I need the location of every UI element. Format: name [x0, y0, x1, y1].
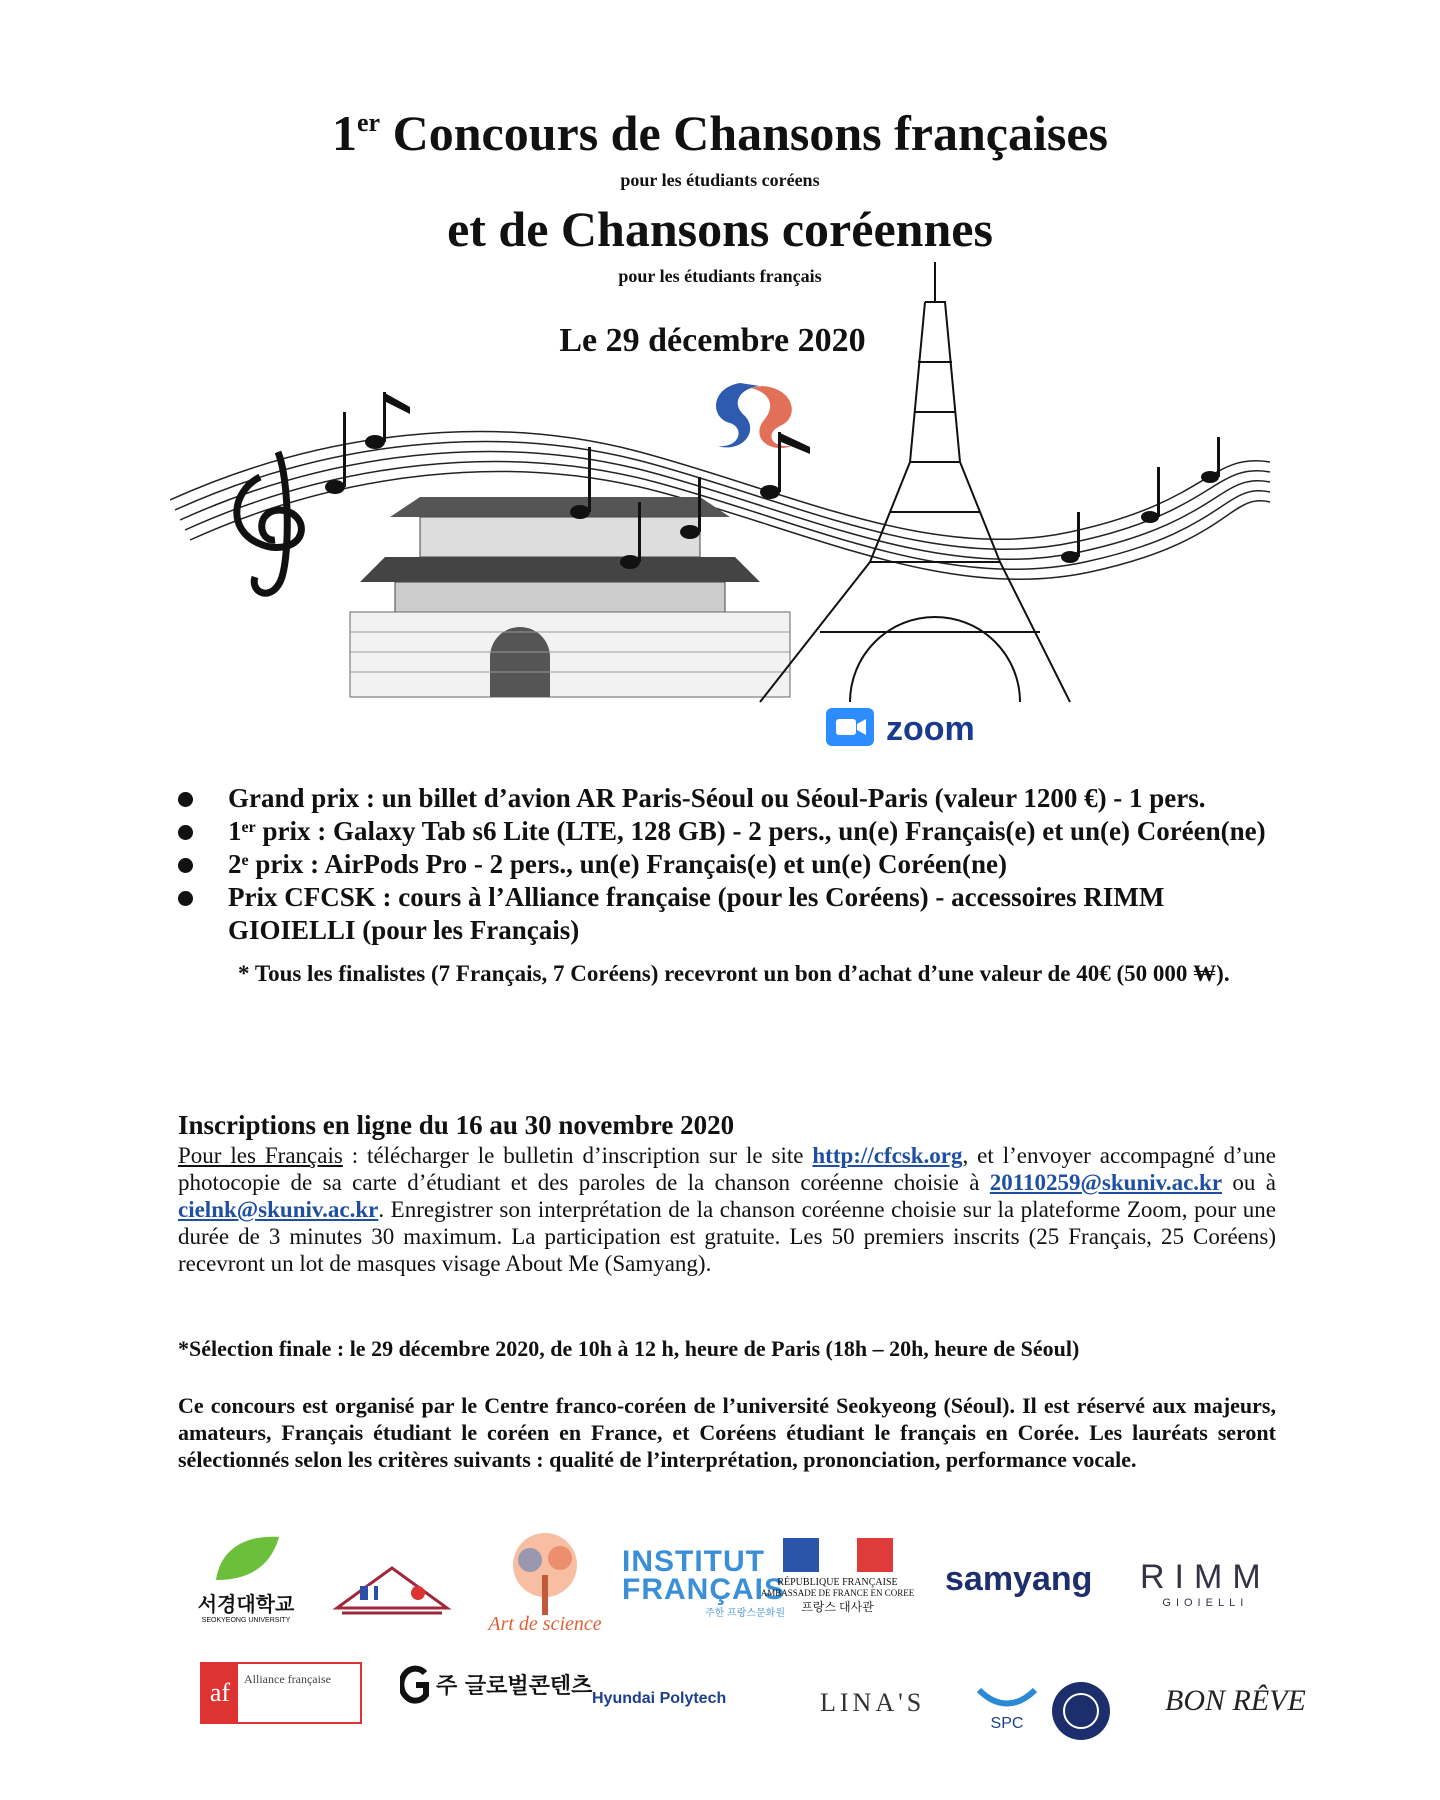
subtitle-line2: pour les étudiants français — [618, 266, 822, 286]
list-item: Prix CFCSK : cours à l’Alliance française (pour les Coréens) - accessoires RIMM GIOIELLI (pour les Français) — [178, 881, 1278, 947]
inscriptions-lead: Pour les Français — [178, 1143, 343, 1168]
franco-korean-centre-logo — [332, 1558, 452, 1633]
list-item: 1er prix : Galaxy Tab s6 Lite (LTE, 128 GB) - 2 pers., un(e) Français(e) et un(e) Coréen(ne) — [178, 815, 1278, 848]
inscriptions-body: Pour les Français : télécharger le bulletin d’inscription sur le site http://cfcsk.org, et l’envoyer accompagné d’une photocopie de sa carte d’étudiant et des paroles de la chanson coréenne choisie à 20110259@skuniv.ac.kr ou à cielnk@skuniv.ac.kr. Enregistrer son interprétation de la chanson coréenne choisie sur la plateforme Zoom, pour une durée de 3 minutes 30 maximum. La participation est gratuite. Les 50 premiers inscrits (25 Français, 25 Coréens) recevront un lot de masques visage About Me (Samyang). — [178, 1143, 1277, 1276]
paris-baguette-icon — [1050, 1680, 1112, 1742]
palace-gate-icon — [350, 497, 790, 697]
list-item: 2e prix : AirPods Pro - 2 pers., un(e) Français(e) et un(e) Coréen(ne) — [178, 848, 1278, 881]
zoom-logo — [826, 706, 1176, 753]
treble-clef-icon — [237, 452, 302, 593]
linas-logo: LINA'S — [820, 1688, 926, 1717]
finalists-note: * Tous les finalistes (7 Français, 7 Coréens) recevront un bon d’achat d’une valeur de 40€ (50 000 ₩). — [238, 961, 1230, 986]
spc-swoosh-icon — [977, 1686, 1037, 1710]
eiffel-tower-icon — [760, 262, 1070, 702]
email-link-1[interactable]: 20110259@skuniv.ac.kr — [989, 1170, 1223, 1195]
prize-list — [178, 782, 1278, 991]
ambassade-logo: RÉPUBLIQUE FRANÇAISE AMBASSADE DE FRANCE EN COREE 프랑스 대사관 — [745, 1538, 930, 1615]
art-de-science-logo: Art de science — [470, 1530, 620, 1636]
email-link-2[interactable]: cielnk@skuniv.ac.kr — [178, 1197, 379, 1222]
institut-francais-logo: INSTITUT FRANÇAIS 주한 프랑스문화원 — [622, 1545, 785, 1619]
leaf-icon — [211, 1535, 281, 1583]
seokyeong-logo: 서경대학교 SEOKYEONG UNIVERSITY — [196, 1535, 296, 1624]
spc-logo: SPC — [977, 1686, 1037, 1733]
tree-icon — [505, 1530, 585, 1620]
cfcsk-site-link[interactable]: http://cfcsk.org — [812, 1143, 963, 1168]
hyundai-polytech-logo: Hyundai Polytech — [592, 1690, 727, 1707]
global-contents-logo: 주 글로벌콘텐츠 — [400, 1665, 430, 1710]
list-item: Grand prix : un billet d’avion AR Paris-Séoul ou Séoul-Paris (valeur 1200 €) - 1 pers. — [178, 782, 1278, 815]
main-title-line1: 1er Concours de Chansons françaises — [332, 105, 1108, 161]
subtitle-line1: pour les étudiants coréens — [620, 170, 820, 190]
final-selection-text: *Sélection finale : le 29 décembre 2020, de 10h à 12 h, heure de Paris (18h – 20h, heure de Séoul) — [178, 1336, 1080, 1361]
event-date: Le 29 décembre 2020 — [559, 322, 866, 359]
marianne-flag-icon — [783, 1538, 893, 1572]
organisation-text: Ce concours est organisé par le Centre franco-coréen de l’université Seokyeong (Séoul). Il est réservé aux majeurs, amateurs, Français étudiant le coréen en France, et Coréens étudiant le français en Corée. Les lauréats seront sélectionnés selon les critères suivants : qualité de l’interprétation, prononciation, performance vocale. — [178, 1393, 1276, 1472]
alliance-francaise-logo: af Alliance française — [200, 1662, 362, 1724]
g-icon — [400, 1665, 430, 1705]
zoom-logo-text: zoom — [886, 710, 975, 748]
bon-reve-logo: BON RÊVE — [1165, 1684, 1306, 1717]
samyang-logo: samyang — [945, 1560, 1093, 1598]
inscriptions-title: Inscriptions en ligne du 16 au 30 novembre 2020 — [178, 1110, 735, 1140]
main-title-line2: et de Chansons coréennes — [447, 201, 993, 257]
rimm-gioielli-logo: RIMM GIOIELLI — [1140, 1558, 1271, 1609]
music-palace-eiffel-illustration — [170, 262, 1280, 712]
